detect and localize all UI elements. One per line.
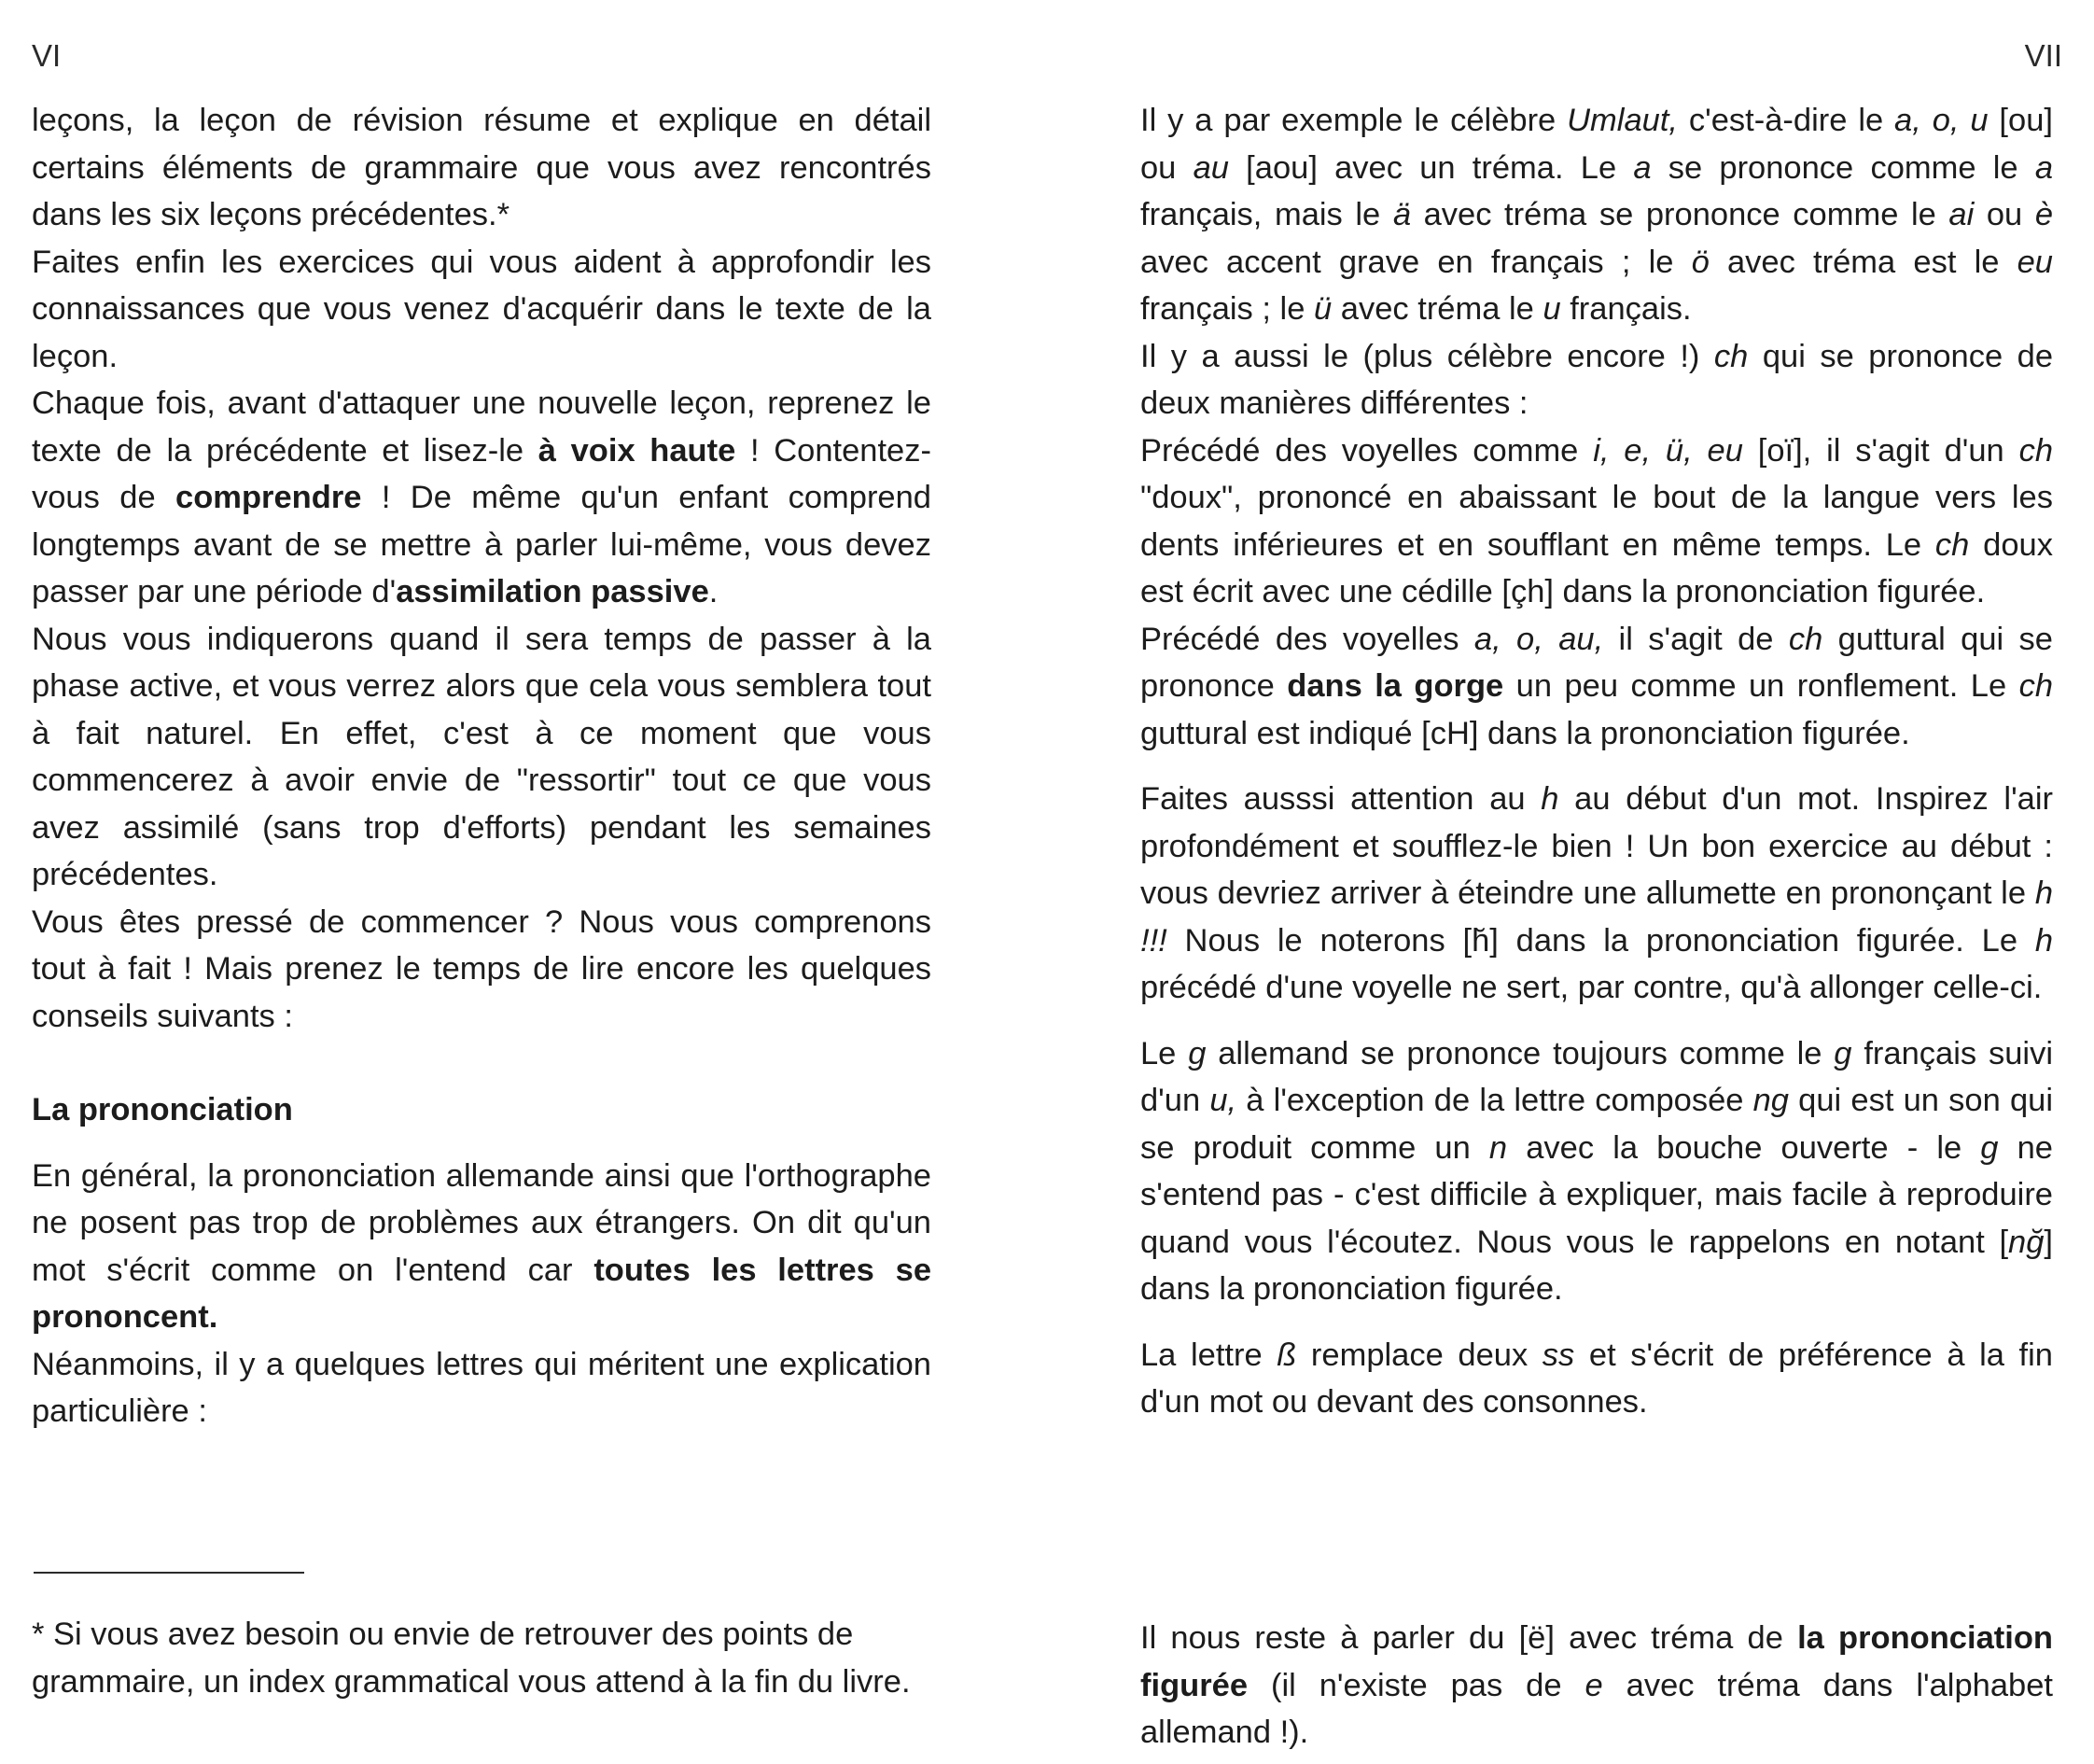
italic-text: ss: [1542, 1337, 1575, 1373]
italic-text: ch: [2018, 668, 2053, 704]
text-run: il s'agit de: [1603, 621, 1789, 657]
paragraph: [1140, 1030, 2053, 1313]
paragraph: [32, 616, 931, 899]
text-run: Précédé des voyelles comme: [1140, 432, 1594, 469]
text-run: Nous vous indiquerons quand il sera temps de passer à la phase active, et vous verrez alors que cela vous semblera tout à fait naturel. En effet, c'est à ce moment que vous commencerez à avoir envie de "ressortir" tout ce que vous avez assimilé (sans trop d'efforts) pendant les semaines précédentes.: [32, 621, 931, 892]
text-run: Il y a par exemple le célèbre: [1140, 103, 1568, 138]
italic-text: n: [1488, 1129, 1508, 1166]
text-run: précédé d'une voyelle ne sert, par contre, qu'à allonger celle-ci.: [1140, 970, 2043, 1005]
text-run: avec tréma se prononce comme le: [1411, 197, 1949, 232]
text-run: .: [708, 574, 719, 609]
section-heading: La prononciation: [32, 1092, 293, 1127]
right-page-body: [1140, 97, 2053, 1426]
text-run: un peu comme un ronflement. Le: [1503, 668, 2019, 704]
text-run: à l'exception de la lettre composée: [1236, 1083, 1753, 1118]
footnote-divider: [34, 1572, 304, 1574]
text-run: ! De même qu'un enfant comprend longtemps avant de se mettre à parler lui-même, vous devez passer par une période d': [32, 480, 931, 609]
text-run: Vous êtes pressé de commencer ? Nous vous comprenons tout à fait ! Mais prenez le temps de lire encore les quelques conseils suivants :: [32, 903, 931, 1034]
page-number-right: VII: [2024, 38, 2062, 73]
paragraph: [32, 97, 931, 239]
text-run: avec la bouche ouverte - le: [1507, 1129, 1981, 1166]
text-run: avec accent grave en français ; le: [1140, 244, 1692, 280]
footnote: * Si vous avez besoin ou envie de retrouver des points de grammaire, un index grammatical vous attend à la fin du livre.: [32, 1617, 911, 1700]
text-run: doux est écrit avec une cédille [çh] dans la prononciation figurée.: [1140, 526, 2053, 609]
italic-text: è: [2034, 197, 2053, 232]
text-run: c'est-à-dire le: [1678, 103, 1895, 138]
paragraph: [1140, 1332, 2053, 1426]
italic-text: a: [2034, 149, 2054, 186]
text-run: avec tréma est le: [1709, 244, 2017, 280]
italic-text: ai: [1948, 197, 1975, 232]
bold-text: dans la gorge: [1287, 668, 1504, 704]
paragraph: [1140, 616, 2053, 758]
italic-text: ä: [1392, 197, 1412, 232]
text-run: au début d'un mot. Inspirez l'air profondément et soufflez-le bien ! Un bon exercice au début : vous devriez arriver à éteindre une allumette en prononçant le: [1140, 781, 2054, 911]
text-run: Il nous reste à parler du [ë] avec tréma de: [1140, 1620, 1798, 1656]
text-run: ] dans la prononciation figurée.: [1140, 1224, 2053, 1307]
italic-text: g: [1188, 1035, 1207, 1071]
text-run: ou: [1974, 197, 2035, 232]
text-run: avec tréma le: [1332, 291, 1543, 327]
text-run: ne s'entend pas - c'est difficile à expliquer, mais facile à reproduire quand vous l'écoutez. Nous vous le rappelons en notant [: [1140, 1129, 2053, 1260]
text-run: remplace deux: [1296, 1337, 1543, 1373]
text-run: Le: [1140, 1035, 1189, 1071]
italic-text: ö: [1691, 244, 1710, 280]
paragraph: [1140, 776, 2053, 1012]
italic-text: ch: [1713, 338, 1749, 374]
left-page-body: [32, 97, 931, 1435]
italic-text: ch: [1788, 621, 1823, 657]
paragraph: [32, 1153, 931, 1341]
italic-text: Umlaut,: [1567, 103, 1678, 138]
italic-text: h !!!: [1140, 875, 2053, 959]
text-run: Néanmoins, il y a quelques lettres qui méritent une explication particulière :: [32, 1346, 931, 1429]
italic-text: g: [1980, 1129, 1999, 1166]
text-run: qui se prononce de deux manières différentes :: [1140, 338, 2054, 421]
text-run: guttural est indiqué [cH] dans la prononciation figurée.: [1140, 715, 1910, 751]
bold-text: la prononciation figurée: [1140, 1620, 2053, 1703]
text-run: se prononce comme le: [1651, 149, 2035, 186]
text-run: guttural qui se prononce: [1140, 621, 2053, 704]
page-number-left: VI: [32, 38, 62, 73]
text-run: [aou] avec un tréma. Le: [1228, 149, 1634, 186]
text-run: leçons, la leçon de révision résume et explique en détail certains éléments de grammaire que vous avez rencontrés dans les six leçons précédentes.*: [32, 103, 931, 232]
italic-text: eu: [2017, 244, 2053, 280]
text-run: Nous le noterons [h̆] dans la prononciation figurée. Le: [1166, 922, 2035, 959]
text-run: En général, la prononciation allemande ainsi que l'orthographe ne posent pas trop de problèmes aux étrangers. On dit qu'un mot s'écrit comme on l'entend car: [32, 1157, 931, 1288]
text-run: français, mais le: [1140, 197, 1393, 232]
text-run: Chaque fois, avant d'attaquer une nouvelle leçon, reprenez le texte de la précédente et lisez-le: [32, 385, 931, 469]
text-run: Il y a aussi le (plus célèbre encore !): [1140, 338, 1714, 374]
paragraph: [32, 380, 931, 616]
bold-text: assimilation passive: [396, 574, 709, 609]
text-run: Précédé des voyelles: [1140, 621, 1474, 657]
text-run: "doux", prononcé en abaissant le bout de la langue vers les dents inférieures et en soufflant en même temps. Le: [1140, 480, 2053, 563]
paragraph: [32, 1341, 931, 1435]
text-run: français suivi d'un: [1140, 1035, 2053, 1118]
italic-text: ch: [1934, 526, 1970, 563]
italic-text: h: [2034, 922, 2053, 959]
text-run: (il n'existe pas de: [1248, 1667, 1585, 1703]
text-run: Faites ausssi attention au: [1140, 781, 1542, 817]
italic-text: e: [1584, 1667, 1603, 1703]
bold-text: comprendre: [175, 480, 362, 515]
italic-text: ng: [1752, 1083, 1789, 1118]
italic-text: u: [1543, 291, 1561, 327]
italic-text: a, o, u: [1894, 103, 1989, 138]
text-run: français ; le: [1140, 291, 1314, 327]
paragraph: [1140, 427, 2053, 616]
bold-text: toutes les lettres se prononcent.: [32, 1252, 931, 1335]
italic-text: a, o, au,: [1473, 621, 1604, 657]
text-run: qui est un son qui se produit comme un: [1140, 1083, 2054, 1166]
text-run: ! Contentez-vous de: [32, 432, 931, 515]
italic-text: ß: [1277, 1337, 1297, 1373]
paragraph: [32, 239, 931, 381]
italic-text: nğ: [2008, 1224, 2045, 1260]
italic-text: au: [1193, 149, 1229, 186]
italic-text: ch: [2018, 432, 2053, 469]
italic-text: u,: [1209, 1083, 1237, 1118]
text-run: Faites enfin les exercices qui vous aident à approfondir les connaissances que vous venez d'acquérir dans le texte de la leçon.: [32, 244, 931, 374]
italic-text: i, e, ü, eu: [1593, 432, 1743, 469]
closing-paragraph: [1140, 1615, 2053, 1757]
paragraph: [1140, 333, 2053, 427]
italic-text: h: [1541, 781, 1559, 817]
text-run: allemand se prononce toujours comme le: [1206, 1035, 1835, 1071]
text-run: La lettre: [1140, 1337, 1277, 1373]
text-run: français.: [1560, 291, 1692, 327]
bold-text: à voix haute: [537, 432, 736, 469]
italic-text: g: [1834, 1035, 1852, 1071]
italic-text: a: [1633, 149, 1652, 186]
text-run: et s'écrit de préférence à la fin d'un mot ou devant des consonnes.: [1140, 1337, 2053, 1420]
paragraph: [32, 899, 931, 1041]
paragraph: [1140, 97, 2053, 333]
text-run: [oï], il s'agit d'un: [1742, 432, 2019, 469]
text-run: [ou] ou: [1140, 103, 2053, 186]
italic-text: ü: [1314, 291, 1333, 327]
text-run: avec tréma dans l'alphabet allemand !).: [1140, 1667, 2053, 1750]
